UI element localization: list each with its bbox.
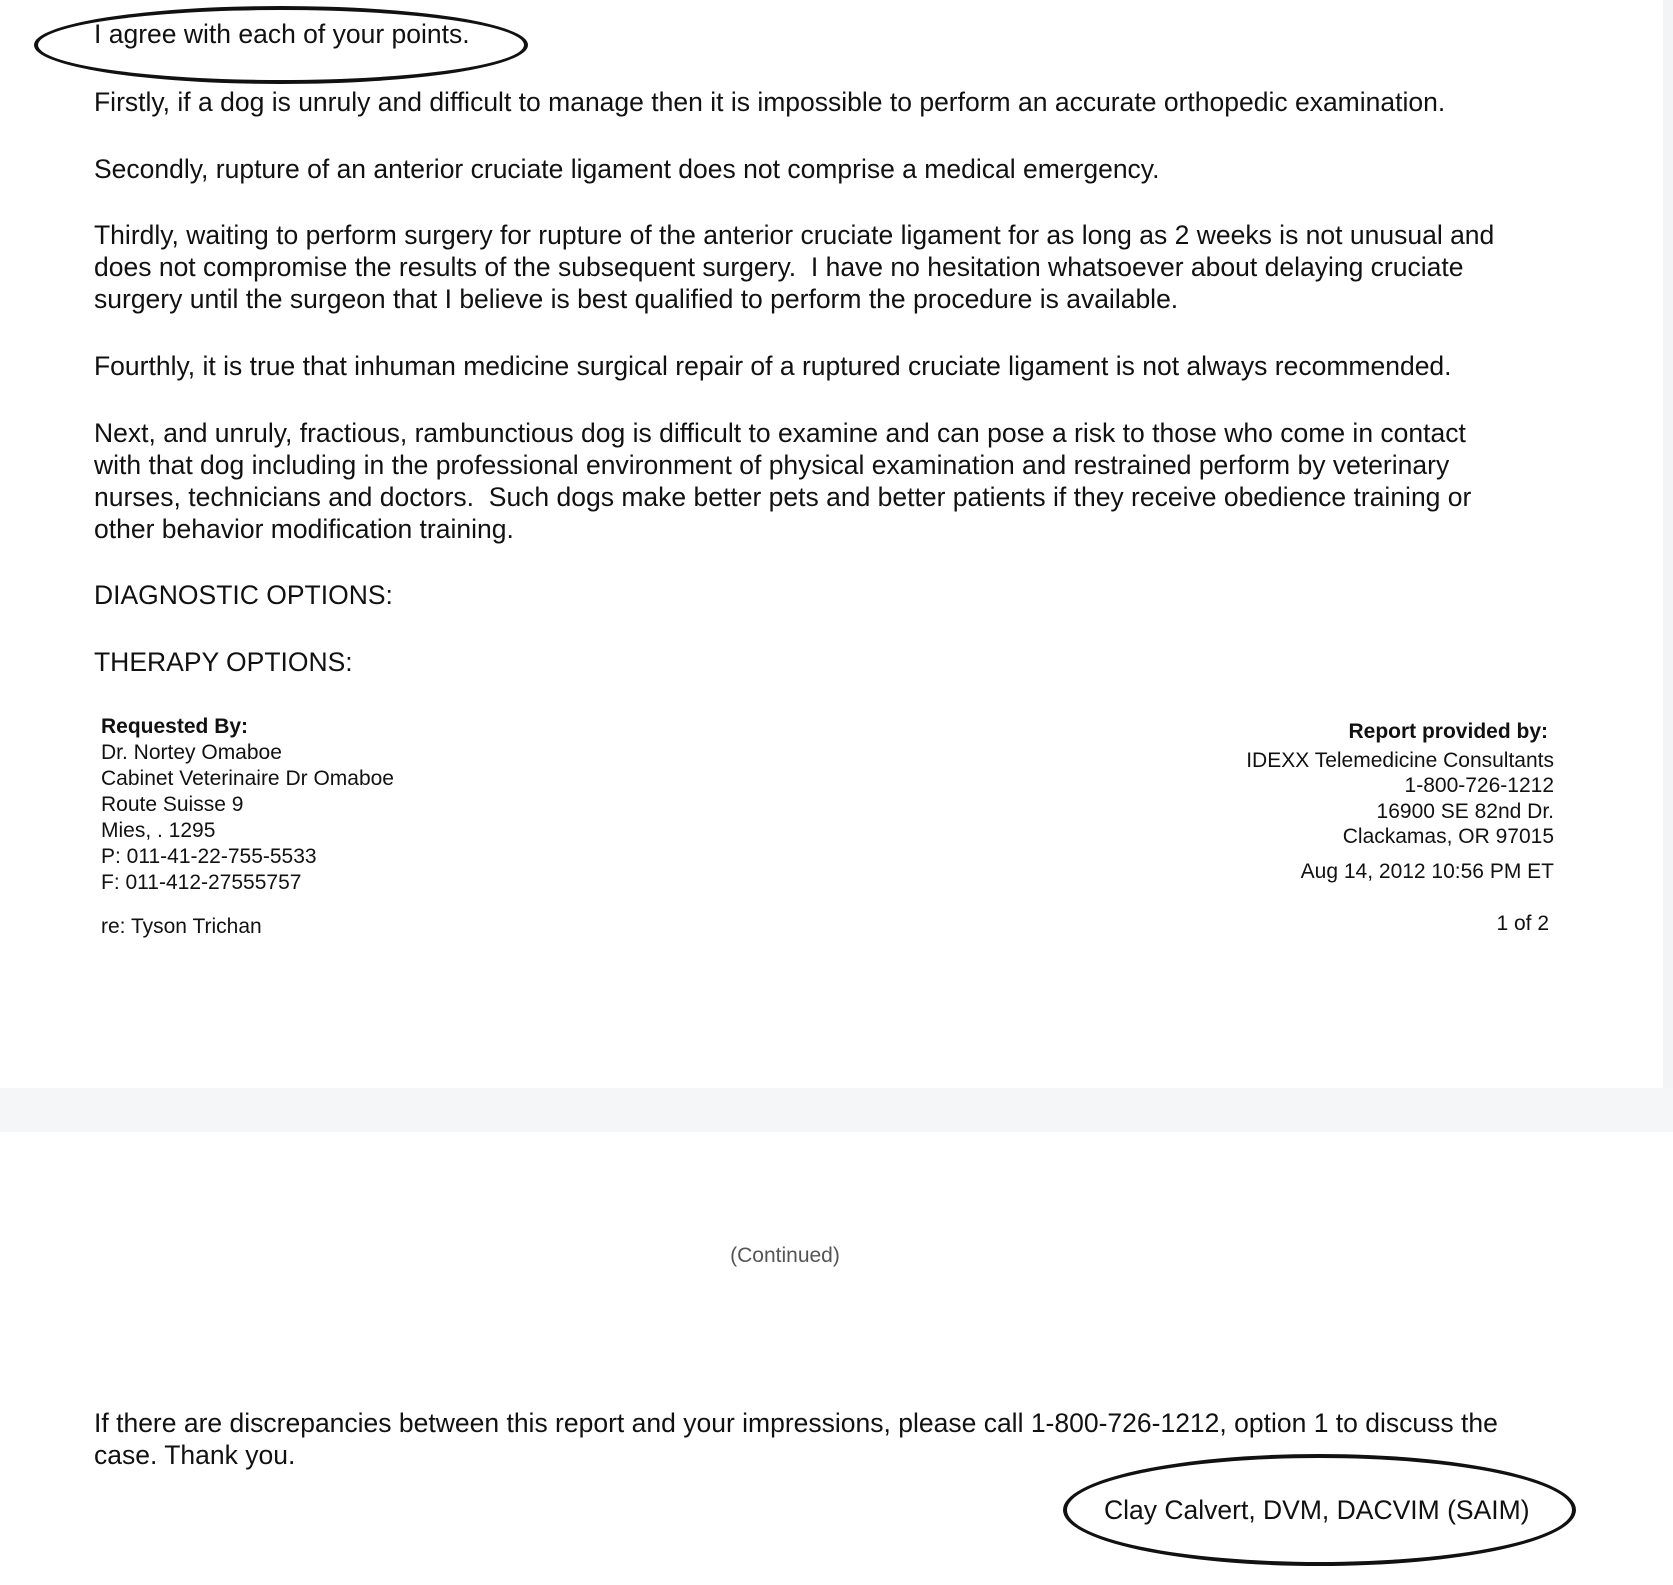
continued-label: (Continued) (730, 1244, 840, 1267)
report-datetime: Aug 14, 2012 10:56 PM ET (1300, 859, 1554, 883)
paragraph-secondly: Secondly, rupture of an anterior cruciate ligament does not comprise a medical emergency. (94, 154, 1160, 184)
requester-clinic: Cabinet Veterinaire Dr Omaboe (101, 767, 394, 790)
opening-statement: I agree with each of your points. (94, 19, 470, 49)
closing-paragraph: If there are discrepancies between this report and your impressions, please call 1-800-726-1212, option 1 to discuss the case. Thank you. (94, 1408, 1498, 1470)
requester-city: Mies, . 1295 (101, 819, 216, 842)
requested-by-block (101, 714, 394, 896)
provider-city: Clackamas, OR 97015 (1342, 825, 1554, 848)
requester-phone: P: 011-41-22-755-5533 (101, 845, 317, 868)
provider-company: IDEXX Telemedicine Consultants (1246, 748, 1554, 772)
page-separator (0, 1088, 1673, 1132)
diagnostic-options-heading: DIAGNOSTIC OPTIONS: (94, 580, 393, 610)
patient-reference: re: Tyson Trichan (101, 915, 262, 938)
paragraph-firstly: Firstly, if a dog is unruly and difficult to manage then it is impossible to perform an accurate orthopedic examination. (94, 87, 1446, 117)
page-edge (1663, 0, 1673, 1088)
provider-street: 16900 SE 82nd Dr. (1376, 799, 1554, 823)
paragraph-fourthly: Fourthly, it is true that inhuman medicine surgical repair of a ruptured cruciate ligament is not always recommended. (94, 351, 1452, 381)
requester-street: Route Suisse 9 (101, 793, 244, 816)
requester-name: Dr. Nortey Omaboe (101, 741, 282, 764)
paragraph-next: Next, and unruly, fractious, rambunctious dog is difficult to examine and can pose a risk to those who come in contact with that dog including in the professional environment of physical examination and restrained perform by veterinary nurses, technicians and doctors. Such dogs make better pets and better patients if they receive obedience training or other behavior modification training. (94, 418, 1472, 544)
provided-by-block (1246, 719, 1554, 884)
provider-phone: 1-800-726-1212 (1404, 774, 1554, 797)
provided-by-label: Report provided by: (1348, 720, 1548, 743)
report-page-2 (0, 1132, 1663, 1585)
requester-fax: F: 011-412-27555757 (101, 871, 302, 894)
page-number: 1 of 2 (1496, 912, 1549, 935)
veterinarian-signature: Clay Calvert, DVM, DACVIM (SAIM) (1104, 1495, 1530, 1525)
therapy-options-heading: THERAPY OPTIONS: (94, 647, 353, 677)
requested-by-label: Requested By: (101, 715, 249, 738)
paragraph-thirdly: Thirdly, waiting to perform surgery for rupture of the anterior cruciate ligament for as long as 2 weeks is not unusual and does not compromise the results of the subsequent surgery. I have no hesitation whatsoever about delaying cruciate surgery until the surgeon that I believe is best qualified to perform the procedure is available. (94, 220, 1495, 314)
